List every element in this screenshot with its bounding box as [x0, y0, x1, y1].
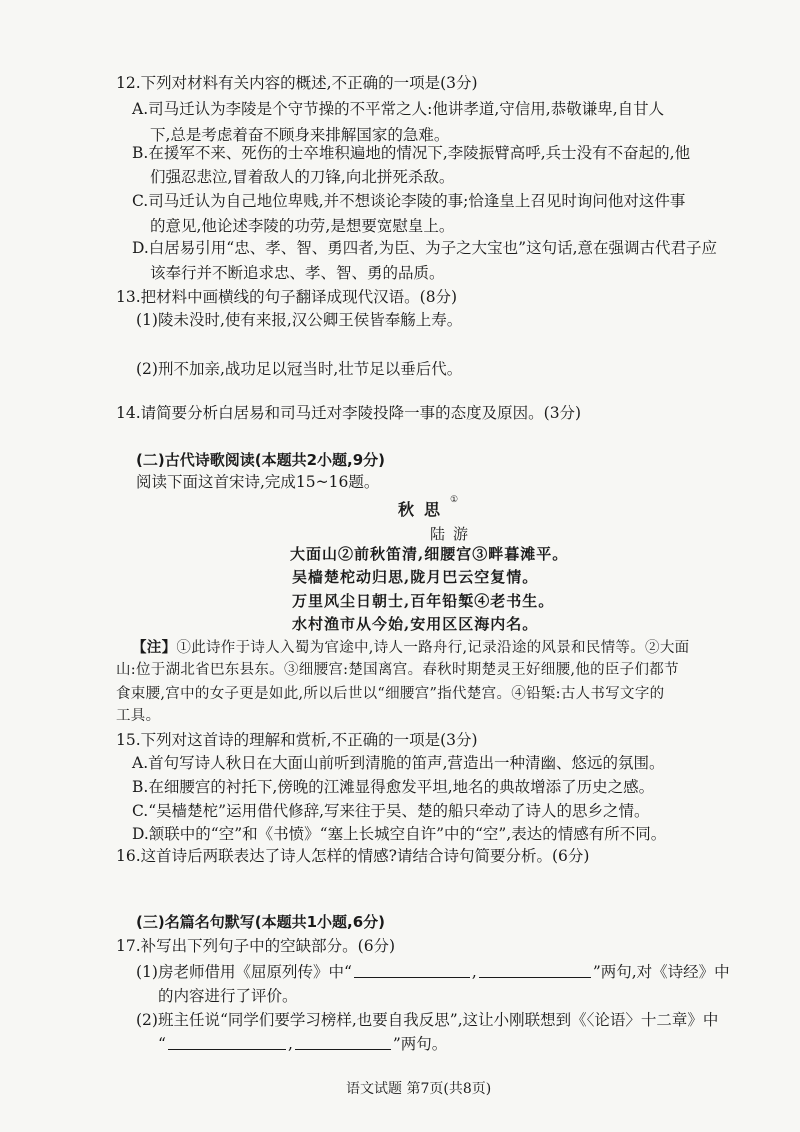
- poem-author: 陆游: [430, 525, 477, 543]
- q17-item-1: (1)房老师借用《屈原列传》中“ , ”两句,对《诗经》中: [136, 963, 730, 981]
- section-3-title: (三)名篇名句默写(本题共1小题,6分): [136, 913, 385, 931]
- q15-option-b: B.在细腰宫的衬托下,傍晚的江滩显得愈发平坦,地名的典故增添了历史之感。: [132, 778, 655, 796]
- poem-title-footnote-mark: ①: [450, 495, 459, 505]
- q13-sentence-2: (2)刑不加亲,战功足以冠当时,壮节足以垂后代。: [136, 360, 463, 378]
- q17-blank-1[interactable]: [354, 963, 470, 978]
- q12-option-b-cont: 们强忍悲泣,冒着敌人的刀锋,向北拼死杀敌。: [150, 168, 455, 186]
- q12-option-c: C.司马迁认为自己地位卑贱,并不想谈论李陵的事;恰逢皇上召见时询问他对这件事: [132, 192, 686, 210]
- q12-stem: 12.下列对材料有关内容的概述,不正确的一项是(3分): [116, 74, 478, 92]
- page-footer: 语文试题 第7页(共8页): [346, 1081, 492, 1097]
- poem-line-1: 大面山②前秋笛清,细腰宫③畔暮滩平。: [290, 545, 569, 563]
- q17-stem: 17.补写出下列句子中的空缺部分。(6分): [116, 937, 396, 955]
- q16-stem: 16.这首诗后两联表达了诗人怎样的情感?请结合诗句简要分析。(6分): [116, 847, 590, 865]
- q17-item-2: (2)班主任说“同学们要学习榜样,也要自我反思”,这让小刚联想到《〈论语〉十二章》中: [136, 1011, 719, 1029]
- q12-option-d-cont: 该奉行并不断追求忠、孝、智、勇的品质。: [150, 264, 445, 282]
- q12-option-d: D.白居易引用“忠、孝、智、勇四者,为臣、为子之大宝也”这句话,意在强调古代君子应: [132, 239, 718, 257]
- poem-line-4: 水村渔市从今始,安用区区海内名。: [292, 615, 539, 633]
- q15-stem: 15.下列对这首诗的理解和赏析,不正确的一项是(3分): [116, 731, 478, 749]
- q12-option-a-cont: 下,总是考虑着奋不顾身来排解国家的急难。: [150, 126, 450, 144]
- q15-option-d: D.颔联中的“空”和《书愤》“塞上长城空自许”中的“空”,表达的情感有所不同。: [132, 825, 667, 843]
- q17-blank-4[interactable]: [295, 1035, 391, 1050]
- poem-note-line-2: 山:位于湖北省巴东县东。③细腰宫:楚国离宫。春秋时期楚灵王好细腰,他的臣子们都节: [116, 662, 679, 678]
- q17-item-1-cont: 的内容进行了评价。: [158, 987, 298, 1005]
- q17-blank-2[interactable]: [479, 963, 591, 978]
- q15-option-c: C.“吴樯楚柁”运用借代修辞,写来往于吴、楚的船只牵动了诗人的思乡之情。: [132, 802, 650, 820]
- poem-note-line-4: 工具。: [116, 708, 161, 724]
- poem-note-line-1: 【注】①此诗作于诗人入蜀为官途中,诗人一路舟行,记录沿途的风景和民情等。②大面: [132, 639, 690, 656]
- poem-line-2: 吴樯楚柁动归思,陇月巴云空复情。: [292, 568, 539, 586]
- section-2-intro: 阅读下面这首宋诗,完成15~16题。: [136, 473, 380, 491]
- poem-note-line-3: 食束腰,宫中的女子更是如此,所以后世以“细腰宫”指代楚宫。④铅椠:古人书写文字的: [116, 686, 665, 702]
- q17-blank-3[interactable]: [168, 1035, 286, 1050]
- q13-stem: 13.把材料中画横线的句子翻译成现代汉语。(8分): [116, 288, 458, 306]
- poem-line-3: 万里风尘日朝士,百年铅椠④老书生。: [292, 592, 555, 610]
- q14-stem: 14.请简要分析白居易和司马迁对李陵投降一事的态度及原因。(3分): [116, 404, 582, 422]
- q15-option-a: A.首句写诗人秋日在大面山前听到清脆的笛声,营造出一种清幽、悠远的氛围。: [132, 754, 665, 772]
- section-2-title: (二)古代诗歌阅读(本题共2小题,9分): [136, 451, 385, 469]
- q12-option-a: A.司马迁认为李陵是个守节操的不平常之人:他讲孝道,守信用,恭敬谦卑,自甘人: [132, 100, 665, 118]
- q17-item-2-blanks: “ , ”两句。: [158, 1035, 448, 1053]
- q12-option-c-cont: 的意见,他论述李陵的功劳,是想要宽慰皇上。: [150, 217, 455, 235]
- poem-title: 秋思①: [398, 495, 459, 519]
- q12-option-b: B.在援军不来、死伤的士卒堆积遍地的情况下,李陵振臂高呼,兵士没有不奋起的,他: [132, 144, 691, 162]
- q13-sentence-1: (1)陵未没时,使有来报,汉公卿王侯皆奉觞上寿。: [136, 311, 463, 329]
- note-tag: 【注】: [132, 639, 177, 656]
